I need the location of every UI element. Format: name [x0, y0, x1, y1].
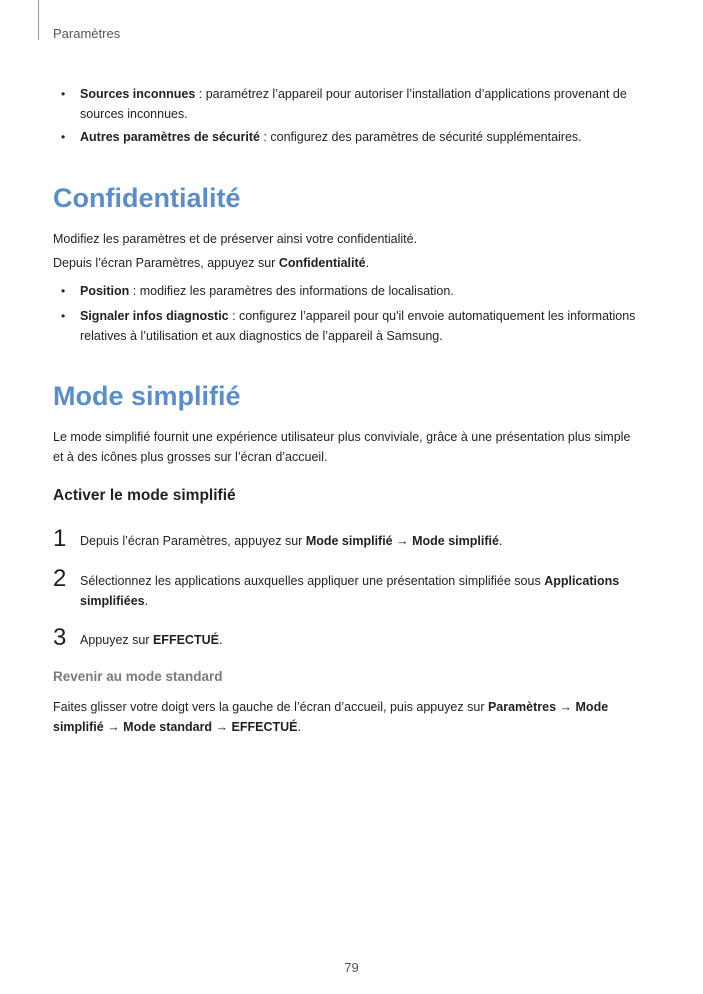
step-term: Mode simplifié — [305, 534, 393, 548]
bullet-term: Sources inconnues — [80, 87, 196, 101]
activate-easy-mode-heading: Activer le mode simplifié — [53, 487, 236, 504]
step-text: Appuyez sur — [80, 633, 153, 647]
step-text: Sélectionnez les applications auxquelles appliquer une présentation simplifiée sous — [80, 574, 545, 588]
step-suffix: . — [218, 633, 223, 647]
step-3 — [53, 624, 643, 651]
bullet-text: : configurez des paramètres de sécurité supplémentaires. — [259, 130, 582, 144]
bullet-text: : paramétrez l’appareil pour autoriser l’installation d’applications provenant de sources inconnues. — [80, 87, 627, 121]
step-suffix: . — [144, 594, 149, 608]
easy-mode-intro: Le mode simplifié fournit une expérience utilisateur plus conviviale, grâce à une présentation plus simple et à des icônes plus grosses sur l’écran d’accueil. — [53, 430, 631, 464]
bullet-text: : modifiez les paramètres des informations de localisation. — [129, 284, 454, 298]
bullet-icon: • — [61, 87, 66, 101]
step-term: Mode simplifié — [412, 534, 499, 548]
revert-term: Mode standard — [123, 720, 213, 734]
step-number: 2 — [53, 565, 67, 592]
step-text: Depuis l’écran Paramètres, appuyez sur — [80, 534, 306, 548]
revert-heading: Revenir au mode standard — [53, 669, 223, 684]
step-term: Applications simplifiées — [80, 574, 620, 608]
privacy-access-text: Depuis l’écran Paramètres, appuyez sur — [53, 256, 279, 270]
bullet-text: : configurez l’appareil pour qu'il envoie automatiquement les informations relatives à l’utilisation et aux diagnostics de l’appareil à Samsung. — [80, 309, 636, 343]
privacy-intro: Modifiez les paramètres et de préserver ainsi votre confidentialité. — [53, 232, 418, 246]
revert-instructions — [53, 697, 643, 737]
step-1 — [53, 525, 643, 552]
arrow-icon: → — [212, 720, 232, 734]
revert-suffix: . — [297, 720, 301, 734]
step-number: 3 — [53, 624, 67, 651]
bullet-diagnostics — [53, 306, 643, 346]
revert-term: Mode simplifié — [53, 700, 609, 734]
bullet-position — [53, 281, 643, 301]
bullet-term: Signaler infos diagnostic — [80, 309, 229, 323]
privacy-title: Confidentialité — [53, 183, 241, 213]
revert-term: Paramètres — [487, 700, 557, 714]
section-header: Paramètres — [53, 26, 121, 41]
arrow-icon: → — [556, 700, 576, 714]
step-2 — [53, 565, 643, 611]
arrow-icon: → — [392, 534, 413, 548]
step-suffix: . — [498, 534, 503, 548]
bullet-term: Position — [80, 284, 130, 298]
easy-mode-title: Mode simplifié — [53, 381, 241, 411]
step-number: 1 — [53, 525, 67, 552]
page-number: 79 — [344, 960, 359, 975]
privacy-access-term: Confidentialité — [278, 256, 366, 270]
bullet-icon: • — [61, 284, 66, 298]
arrow-icon: → — [103, 720, 124, 734]
bullet-icon: • — [61, 130, 66, 144]
bullet-icon: • — [61, 309, 66, 323]
revert-term: EFFECTUÉ — [231, 720, 298, 734]
step-term: EFFECTUÉ — [152, 633, 219, 647]
privacy-access-suffix: . — [365, 256, 370, 270]
revert-text: Faites glisser votre doigt vers la gauche de l’écran d’accueil, puis appuyez sur — [53, 700, 488, 714]
bullet-other-security — [53, 127, 643, 147]
bullet-unknown-sources — [53, 84, 643, 124]
header-rule — [38, 0, 39, 40]
bullet-term: Autres paramètres de sécurité — [80, 130, 260, 144]
privacy-access — [53, 253, 643, 273]
